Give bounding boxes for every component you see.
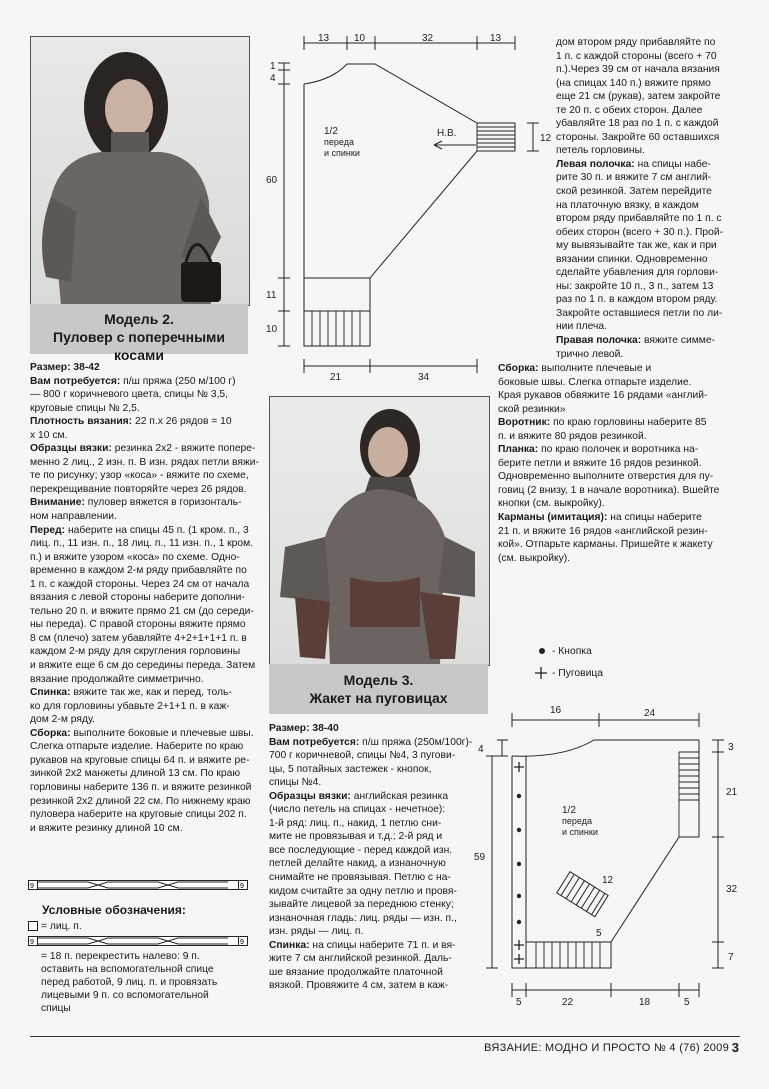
s1-top-32: 32 xyxy=(422,33,434,44)
legend-cross-chart xyxy=(28,936,248,946)
model3-caption-line2: Жакет на пуговицах xyxy=(309,690,448,706)
text-line: зывайте лицевой за переднюю стенку; xyxy=(269,899,454,911)
model2-photo-illustration xyxy=(31,37,249,305)
text-line: тельно 20 п. и вяжите прямо 21 см (до середи- xyxy=(30,605,254,617)
s1-label-3: и спинки xyxy=(324,148,360,158)
s2-bottom-5a: 5 xyxy=(516,997,522,1008)
text-line: кнопки (см. выкройку). xyxy=(498,498,605,510)
text-line: дом втором ряду прибавляйте по xyxy=(556,37,716,48)
text-line: зинкой 2х2 манжеты длиной 13 см. По краю xyxy=(30,768,241,780)
text-line: снимайте не провязывая. Петлю с на- xyxy=(269,872,451,884)
s1-label-1: 1/2 xyxy=(324,126,338,137)
text-line: 21 п. и вяжите 16 рядов «английской резин- xyxy=(498,525,708,537)
text-line: говиц (2 внизу, 1 в начале воротника). Вшейте xyxy=(498,484,720,496)
section-label: Сборка: xyxy=(30,727,71,739)
section-label: Спинка: xyxy=(269,939,310,951)
text-line: Воротник: по краю горловины наберите 85 xyxy=(498,417,707,429)
s1-top-13b: 13 xyxy=(490,33,502,44)
snap-label: - Кнопка xyxy=(552,646,592,657)
text-line: Вам потребуется: п/ш пряжа (250м/100г)- xyxy=(269,736,473,748)
text-line: Перед: наберите на спицы 45 п. (1 кром. п., 3 xyxy=(30,524,249,536)
section-label: Спинка: xyxy=(30,687,71,699)
section-label: Плотность вязания: xyxy=(30,416,133,428)
text-line: Спинка: на спицы наберите 71 п. и вя- xyxy=(269,939,456,951)
model3-photo xyxy=(269,396,490,666)
text-line: петлей делайте накид, а изнаночную xyxy=(269,858,446,870)
text-line: изн. ряды — лиц. п. xyxy=(269,926,364,938)
text-line: трично левой. xyxy=(556,348,624,360)
text-line: стороны. Закройте 60 оставшихся xyxy=(556,131,720,143)
s2-left-4: 4 xyxy=(478,744,484,755)
text-line: кидом считайте за одну петлю и провя- xyxy=(269,885,457,897)
text-line: менно 2 лиц., 2 изн. п. В изн. рядах петли вяжи- xyxy=(30,456,259,468)
text-line: 1 п. с каждой стороны. Через 24 см от начала xyxy=(30,578,250,590)
s2-label-2: переда xyxy=(562,816,592,826)
text-line: ны переда). С правой стороны вяжите прямо xyxy=(30,619,246,631)
s2-right-21: 21 xyxy=(726,787,738,798)
text-line: Плотность вязания: 22 п.х 26 рядов = 10 xyxy=(30,416,232,428)
text-line: Образцы вязки: резинка 2х2 - вяжите попере- xyxy=(30,443,256,455)
text-line: ской резинкой. Затем перейдите xyxy=(556,186,712,198)
text-line: рукавов на круговые спицы 64 п. и вяжите ре- xyxy=(30,754,250,766)
s2-pocket-12: 12 xyxy=(602,875,614,886)
text-line: вязания с левой стороны наберите дополни- xyxy=(30,592,245,604)
text-line: те по рисунку; узор «коса» - вяжите по схеме, xyxy=(30,470,249,482)
chart-strip-num-right: 9 xyxy=(240,883,244,890)
text-line: втором ряду прибавляйте по 1 п. с xyxy=(556,213,722,225)
text-line: и вяжите еще 6 см до середины переда. Затем xyxy=(30,660,256,672)
s1-left-60: 60 xyxy=(266,175,278,186)
text-line: временно в каждом 2-м ряду прибавляйте по xyxy=(30,565,247,577)
text-line: п.).Через 39 см от начала вязания xyxy=(556,64,720,76)
text-line: вязании спинки. Одновременно xyxy=(556,253,708,265)
model2-photo xyxy=(30,36,250,306)
page-number: 3 xyxy=(731,1040,739,1055)
text-line: Карманы (имитация): на спицы наберите xyxy=(498,512,702,524)
text-line: Размер: 38-42 xyxy=(30,362,100,373)
text-line: му вывязывайте так же, как и при xyxy=(556,240,717,252)
s1-left-10: 10 xyxy=(266,324,278,335)
model2-caption xyxy=(30,310,248,364)
text-line: изнаночная гладь: лиц. ряды — изн. п., xyxy=(269,912,457,924)
model3-photo-illustration xyxy=(270,397,489,665)
s1-bottom-21: 21 xyxy=(330,372,342,383)
text-line: мите не провязывая и т.д.; 2-й ряд и xyxy=(269,831,443,843)
text-line: вязкой. Провяжите 4 см, затем в каж- xyxy=(269,980,449,992)
s1-left-4: 4 xyxy=(270,73,276,84)
section-label: Левая полочка: xyxy=(556,158,635,170)
s2-right-3: 3 xyxy=(728,742,734,753)
section-label: Планка: xyxy=(498,444,539,456)
s2-bottom-18: 18 xyxy=(639,997,651,1008)
footer-magazine: ВЯЗАНИЕ: МОДНО И ПРОСТО № 4 (76) 2009 xyxy=(484,1042,729,1054)
model3-caption xyxy=(269,671,488,707)
text-line: берите петли и вяжите 16 рядов резинкой. xyxy=(498,457,702,469)
s2-label-1: 1/2 xyxy=(562,805,576,816)
text-line: — 800 г коричневого цвета, спицы № 3,5, xyxy=(30,389,229,401)
section-label: Воротник: xyxy=(498,417,551,429)
text-line: х 10 см. xyxy=(30,429,68,441)
text-line: кой». Отпарьте карманы. Пришейте к жакету xyxy=(498,539,713,551)
text-line: ской резинки» xyxy=(498,403,566,415)
s1-direction: Н.В. xyxy=(437,128,457,139)
s1-left-1: 1 xyxy=(270,61,276,72)
s1-top-13a: 13 xyxy=(318,33,330,44)
text-line: спицы №4. xyxy=(269,777,322,789)
legend-title: Условные обозначения: xyxy=(42,903,186,917)
text-line: Слегка отпарьте изделие. Наберите по краю xyxy=(30,741,244,753)
jacket-schematic xyxy=(474,700,759,1010)
section-label: Сборка: xyxy=(498,363,539,374)
legend-purl-label: = лиц. п. xyxy=(41,921,82,932)
text-line: ном направлении. xyxy=(30,511,117,523)
s2-bottom-5b: 5 xyxy=(684,997,690,1008)
text-line: 1 п. с каждой стороны (всего + 70 xyxy=(556,50,717,62)
text-line: Одновременно выполните отверстия для пу- xyxy=(498,471,714,483)
chart-strip-num-left: 9 xyxy=(30,883,34,890)
text-line: петель горловины. xyxy=(556,145,645,157)
text-line: дом 2-м ряду. xyxy=(30,714,95,726)
text-line: каждом 2-м ряду для скругления горловины xyxy=(30,646,241,658)
section-label: Правая полочка: xyxy=(556,335,642,347)
s1-bottom-34: 34 xyxy=(418,372,430,383)
model3-caption-line1: Модель 3. xyxy=(343,672,414,688)
model3-text-right-wide xyxy=(498,362,748,565)
legend-cross-num-left: 9 xyxy=(30,939,34,946)
footer-rule xyxy=(30,1036,740,1037)
s2-right-32: 32 xyxy=(726,884,738,895)
s2-right-7: 7 xyxy=(728,952,734,963)
text-line: резинкой 2х2 длиной 22 см. По нижнему краю xyxy=(30,795,251,807)
legend-cross-line3: перед работой, 9 лиц. п. и провязать xyxy=(41,977,218,988)
s1-left-11: 11 xyxy=(266,290,277,301)
section-label: Вам потребуется: xyxy=(30,375,121,387)
text-line: все последующие - перед каждой изн. xyxy=(269,844,453,856)
text-line: раз по 1 п. в каждом втором ряду. xyxy=(556,294,718,306)
text-line: Вам потребуется: п/ш пряжа (250 м/100 г) xyxy=(30,375,236,387)
section-label: Вам потребуется: xyxy=(269,736,360,748)
model2-text xyxy=(30,361,260,835)
model2-caption-line1: Модель 2. xyxy=(104,311,174,327)
button-label: - Пуговица xyxy=(552,668,603,679)
model3-text-middle xyxy=(269,722,489,993)
text-line: Правая полочка: вяжите симме- xyxy=(556,335,716,347)
s2-label-3: и спинки xyxy=(562,827,598,837)
text-line: пуловера наберите на круговые спицы 202 п. xyxy=(30,809,247,821)
text-line: Закройте оставшиеся петли по ли- xyxy=(556,307,723,319)
legend-cross-line5: спицы xyxy=(41,1003,71,1014)
text-line: Размер: 38-40 xyxy=(269,723,339,734)
text-line: обеих сторон (всего + 30 п.). Прой- xyxy=(556,226,724,238)
button-icon xyxy=(534,666,548,680)
text-line: 700 г коричневой, спицы №4, 3 пугови- xyxy=(269,750,456,762)
snap-icon xyxy=(536,645,548,657)
text-line: 1-й ряд: лиц. п., накид, 1 петлю сни- xyxy=(269,817,442,829)
section-label: Внимание: xyxy=(30,497,85,509)
text-line: ны: закройте 10 п., 3 п., затем 13 xyxy=(556,280,714,292)
text-line: горловины наберите 136 п. и вяжите резинкой xyxy=(30,781,252,793)
text-line: (число петель на спицах - нечетное): xyxy=(269,804,446,816)
text-line: вязание продолжайте симметрично. xyxy=(30,673,204,685)
section-label: Образцы вязки: xyxy=(269,790,351,802)
model3-text-right xyxy=(556,36,746,361)
text-line: п.) и вяжите узором «коса» по схеме. Одно- xyxy=(30,551,240,563)
text-line: 8 см (плечо) затем убавляйте 4+2+1+1+1 п. в xyxy=(30,632,247,644)
model2-caption-line2: Пуловер с поперечными косами xyxy=(53,329,225,363)
text-line: (см. выкройку). xyxy=(498,552,571,564)
text-line: Сборка: выполните плечевые и xyxy=(498,363,652,374)
text-line: те 20 п. с обеих сторон. Далее xyxy=(556,104,703,116)
text-line: Образцы вязки: английская резинка xyxy=(269,790,449,802)
text-line: нии плеча. xyxy=(556,321,607,333)
text-line: Планка: по краю полочек и воротника на- xyxy=(498,444,699,456)
legend-box-purl xyxy=(28,921,38,931)
legend-cross-line2: оставить на вспомогательной спице xyxy=(41,964,214,975)
section-label: Образцы вязки: xyxy=(30,443,112,455)
text-line: цы, 5 потайных застежек - кнопок, xyxy=(269,763,432,775)
s2-pocket-5: 5 xyxy=(596,928,602,939)
text-line: боковые швы. Слегка отпарьте изделие. xyxy=(498,376,692,388)
text-line: ко для горловины убавьте 2+1+1 п. в каж- xyxy=(30,700,230,712)
text-line: Внимание: пуловер вяжется в горизонталь- xyxy=(30,497,242,509)
s2-bottom-22: 22 xyxy=(562,997,574,1008)
text-line: Сборка: выполните боковые и плечевые швы. xyxy=(30,727,254,739)
text-line: круговые спицы № 2,5. xyxy=(30,402,140,414)
s1-right-12: 12 xyxy=(540,133,552,144)
s1-label-2: переда xyxy=(324,137,354,147)
text-line: Левая полочка: на спицы набе- xyxy=(556,158,711,170)
text-line: и вяжите резинку длиной 10 см. xyxy=(30,822,183,834)
s2-left-59: 59 xyxy=(474,852,486,863)
text-line: убавляйте 18 раз по 1 п. с каждой xyxy=(556,118,719,130)
text-line: ше вязание продолжайте платочной xyxy=(269,966,443,978)
section-label: Карманы (имитация): xyxy=(498,512,608,524)
text-line: Края рукавов обвяжите 16 рядами «англий- xyxy=(498,390,708,402)
chart-strip xyxy=(28,880,248,890)
text-line: перекрещивание повторяйте через 26 рядов. xyxy=(30,483,247,495)
text-line: еще 21 см (рукав), затем закройте xyxy=(556,91,721,103)
text-line: п. и вяжите 80 рядов резинкой. xyxy=(498,430,647,442)
text-line: жите 7 см английской резинкой. Даль- xyxy=(269,953,452,965)
legend-cross-desc xyxy=(41,950,217,1015)
s2-top-16: 16 xyxy=(550,705,562,716)
text-line: (на спицах 140 п.) вяжите прямо xyxy=(556,77,711,89)
s1-top-10: 10 xyxy=(354,33,366,44)
s2-top-24: 24 xyxy=(644,708,656,719)
legend-cross-num-right: 9 xyxy=(240,939,244,946)
legend-cross-line4: лицевыми 9 п. со вспомогательной xyxy=(41,990,209,1001)
text-line: сделайте убавления для горлови- xyxy=(556,267,719,279)
legend-cross-line1: = 18 п. перекрестить налево: 9 п. xyxy=(41,951,200,962)
text-line: лиц. п., 11 изн. п., 18 лиц. п., 11 изн. п., 1 кром. xyxy=(30,538,254,550)
text-line: рите 30 п. и вяжите 7 см англий- xyxy=(556,172,712,184)
text-line: Спинка: вяжите так же, как и перед, толь- xyxy=(30,687,232,699)
pullover-schematic xyxy=(262,28,552,393)
section-label: Перед: xyxy=(30,524,66,536)
text-line: на платочную вязку, в каждом xyxy=(556,199,699,211)
